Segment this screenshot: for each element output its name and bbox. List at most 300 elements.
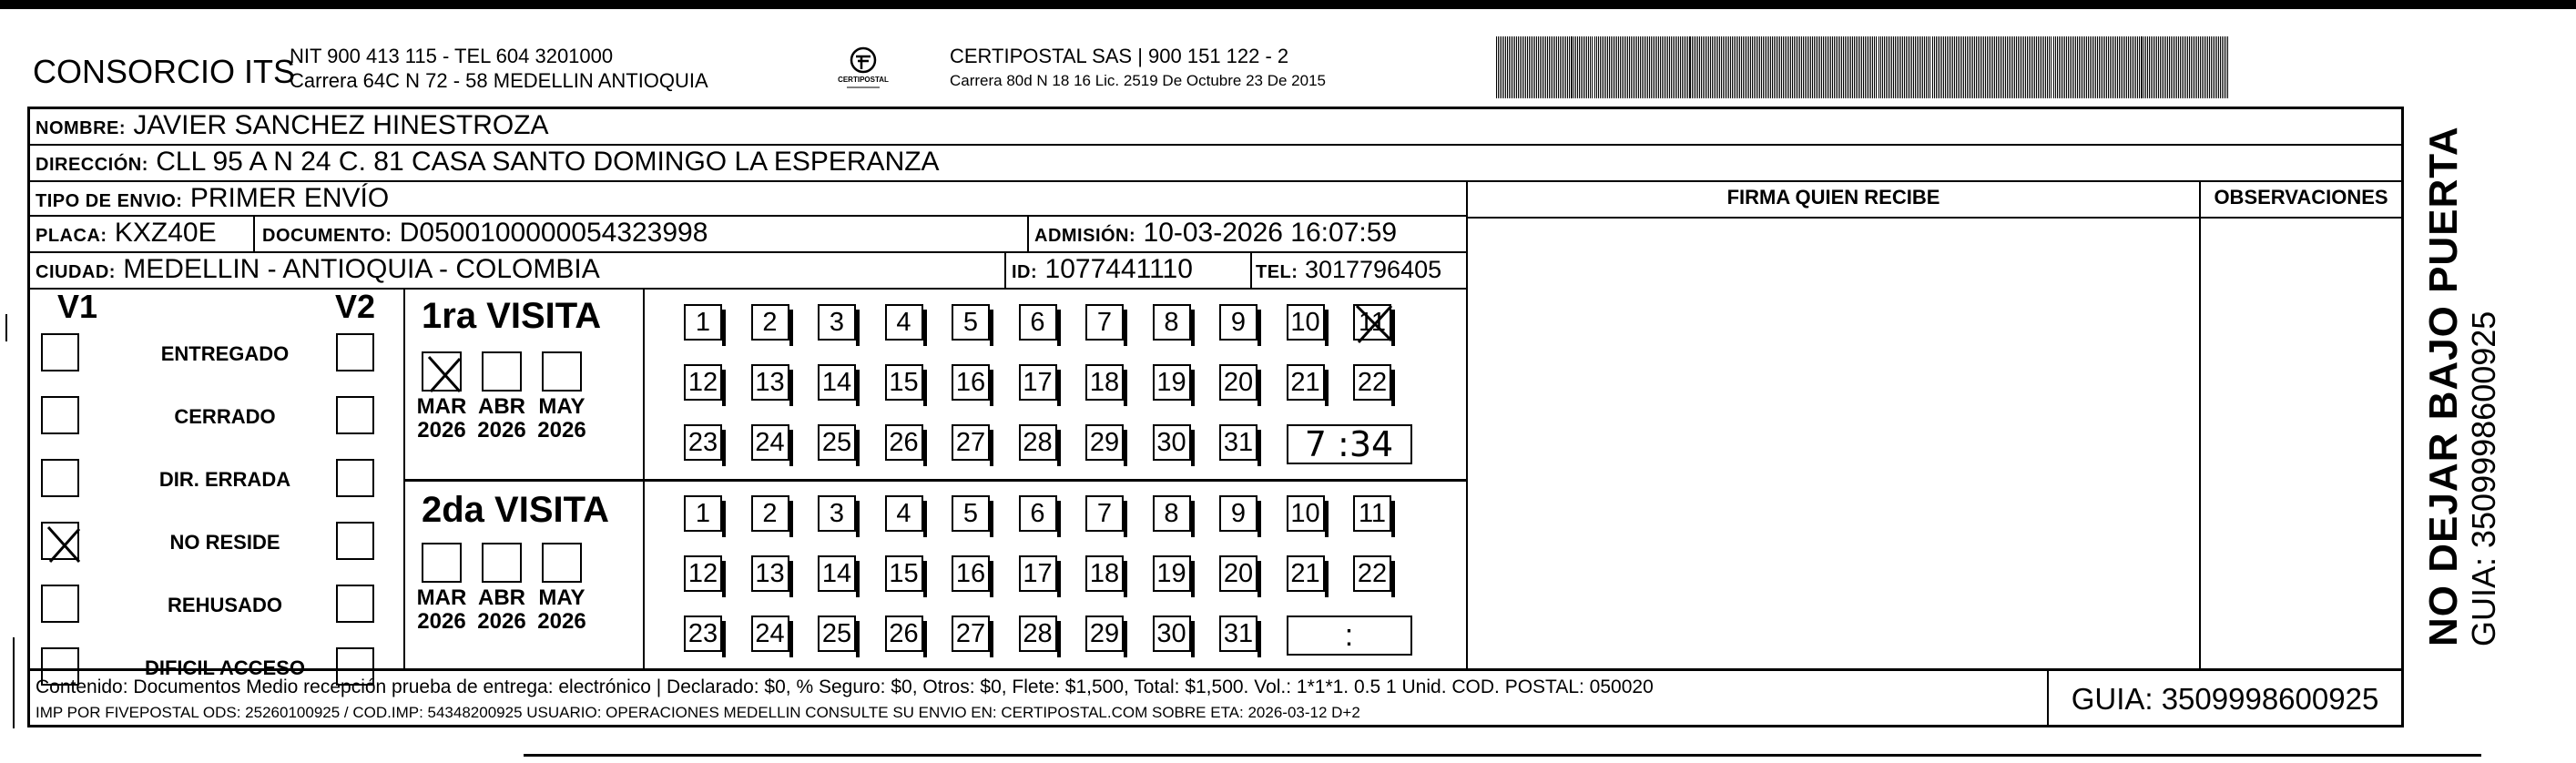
barcode-bar <box>1996 36 1997 98</box>
barcode-bar <box>1676 36 1677 98</box>
barcode-bar <box>2012 36 2013 98</box>
barcode-bar <box>1613 36 1614 98</box>
month-year: 2026 <box>537 418 586 443</box>
barcode-bar <box>1538 36 1539 98</box>
admision <box>1034 217 1397 252</box>
barcode-bar <box>2194 36 2195 98</box>
barcode-bar <box>2220 36 2221 98</box>
status-v1-checkbox[interactable] <box>41 396 79 434</box>
status-label: CERRADO <box>174 405 276 428</box>
barcode-bar <box>1874 36 1875 98</box>
barcode-bar <box>1687 36 1688 98</box>
day-box[interactable]: 6 <box>1019 304 1057 341</box>
day-box[interactable]: 25 <box>818 615 856 652</box>
barcode-bar <box>1545 36 1546 98</box>
barcode-bar <box>1969 36 1970 98</box>
row-direccion <box>30 146 2401 182</box>
barcode-bar <box>1665 36 1666 98</box>
month-checkbox[interactable] <box>482 351 522 392</box>
day-box[interactable]: 28 <box>1019 424 1057 461</box>
barcode-bar <box>2041 36 2042 98</box>
barcode-bar <box>1922 36 1923 98</box>
day-box[interactable]: 4 <box>885 495 923 532</box>
barcode-bar <box>1673 36 1674 98</box>
barcode-bar <box>1770 36 1771 98</box>
day-box[interactable]: 14 <box>818 364 856 401</box>
barcode-bar <box>1575 36 1576 98</box>
divider <box>1466 217 2401 219</box>
barcode-bar <box>1776 36 1777 98</box>
barcode-bar <box>1814 36 1815 98</box>
placa-value: KXZ40E <box>114 218 217 248</box>
status-v1-checkbox[interactable] <box>41 333 79 371</box>
barcode-bar <box>1821 36 1822 98</box>
barcode-bar <box>1518 36 1519 98</box>
barcode-bar <box>1536 36 1537 98</box>
barcode-bar <box>1897 36 1898 98</box>
time-box[interactable]: 7 :34 <box>1287 424 1412 464</box>
barcode-bar <box>1839 36 1840 98</box>
barcode-bar <box>1998 36 1999 98</box>
carrier-address: Carrera 80d N 18 16 Lic. 2519 De Octubre 23 De 2015 <box>950 72 1326 89</box>
barcode-bar <box>2108 36 2109 98</box>
day-box[interactable]: 21 <box>1287 364 1325 401</box>
day-box[interactable]: 27 <box>952 615 990 652</box>
barcode-bar <box>1692 36 1693 98</box>
day-box[interactable]: 11 <box>1353 304 1391 341</box>
barcode-bar <box>1734 36 1735 98</box>
barcode-bar <box>2119 36 2120 98</box>
status-v1-checkbox[interactable] <box>41 522 79 560</box>
day-box[interactable]: 29 <box>1085 615 1124 652</box>
barcode-bar <box>1870 36 1871 98</box>
barcode-bar <box>1527 36 1528 98</box>
barcode-bar <box>1558 36 1559 98</box>
barcode-bar <box>2047 36 2048 98</box>
day-box[interactable]: 1 <box>684 304 722 341</box>
barcode-bar <box>1976 36 1977 98</box>
barcode-bar <box>1721 36 1722 98</box>
barcode-bar <box>1542 36 1543 98</box>
barcode-bar <box>1627 36 1628 98</box>
footer <box>30 668 2401 727</box>
footer-content: Contenido: Documentos Medio recepción prueba de entrega: electrónico | Declarado: $0, % Seguro: $0, Otros: $0, Flete: $1,500, Total: $1,500. Vol.: 1*1*1. 0.5 1 Unid. COD. POSTAL: 050020 <box>36 677 1654 697</box>
barcode-bar <box>1737 36 1738 98</box>
barcode-bar <box>1790 36 1791 98</box>
barcode-bar <box>2132 36 2133 98</box>
month-checkbox[interactable] <box>482 543 522 583</box>
day-box[interactable]: 21 <box>1287 555 1325 592</box>
barcode-bar <box>1607 36 1608 98</box>
barcode-bar <box>1658 36 1659 98</box>
barcode-bar <box>2049 36 2050 98</box>
barcode-bar <box>1911 36 1912 98</box>
status-v2-checkbox[interactable] <box>336 522 374 560</box>
barcode-bar <box>2073 36 2074 98</box>
day-box[interactable]: 12 <box>684 364 722 401</box>
barcode-bar <box>1970 36 1971 98</box>
month-year: 2026 <box>537 609 586 634</box>
barcode-bar <box>1774 36 1775 98</box>
barcode-bar <box>1748 36 1749 98</box>
barcode-bar <box>1581 36 1582 98</box>
month-name: ABR <box>478 585 525 610</box>
day-box[interactable]: 27 <box>952 424 990 461</box>
barcode-bar <box>2174 36 2175 98</box>
day-box[interactable]: 5 <box>952 304 990 341</box>
barcode-bar <box>1592 36 1593 98</box>
observations-area[interactable] <box>2202 219 2400 666</box>
month-label <box>414 586 469 634</box>
barcode-bar <box>2062 36 2063 98</box>
barcode-bar <box>1852 36 1853 98</box>
signature-area[interactable] <box>1469 219 2197 666</box>
barcode-bar <box>1656 36 1657 98</box>
barcode-bar <box>1796 36 1797 98</box>
day-box[interactable]: 30 <box>1153 615 1191 652</box>
barcode-bar <box>1779 36 1780 98</box>
barcode-bar <box>2158 36 2159 98</box>
day-box[interactable]: 17 <box>1019 364 1057 401</box>
barcode-bar <box>1741 36 1742 98</box>
time-box[interactable]: : <box>1287 615 1412 656</box>
barcode-bar <box>1611 36 1612 98</box>
barcode-bar <box>1830 36 1831 98</box>
barcode-bar <box>1699 36 1700 98</box>
footer-print-info: IMP POR FIVEPOSTAL ODS: 25260100925 / COD.IMP: 54348200925 USUARIO: OPERACIONES MEDELLIN CONSULTE SU ENVIO EN: CERTIPOSTAL.COM SOBRE ETA: 2026-03-12 D+2 <box>36 704 1360 721</box>
barcode-bar <box>2020 36 2021 98</box>
day-box[interactable]: 20 <box>1219 555 1257 592</box>
scan-mark <box>5 314 7 341</box>
documento-value: D0500100000054323998 <box>399 218 708 248</box>
status-v2-checkbox[interactable] <box>336 585 374 623</box>
barcode-bar <box>1954 36 1955 98</box>
day-box[interactable]: 13 <box>751 364 789 401</box>
day-box[interactable]: 2 <box>751 304 789 341</box>
day-box[interactable]: 29 <box>1085 424 1124 461</box>
barcode-bar <box>2077 36 2078 98</box>
day-box[interactable]: 4 <box>885 304 923 341</box>
barcode-bar <box>1926 36 1927 98</box>
company-name: CONSORCIO ITS <box>33 53 296 90</box>
barcode-bar <box>1703 36 1704 98</box>
barcode-bar <box>2200 36 2201 98</box>
barcode-bar <box>1667 36 1668 98</box>
barcode-bar <box>2176 36 2177 98</box>
barcode-bar <box>1651 36 1652 98</box>
barcode-bar <box>2025 36 2026 98</box>
day-box[interactable]: 5 <box>952 495 990 532</box>
barcode-bar <box>1757 36 1758 98</box>
day-box[interactable]: 28 <box>1019 615 1057 652</box>
status-label: DIR. ERRADA <box>158 468 291 491</box>
company-nit: NIT 900 413 115 - TEL 604 3201000 <box>290 45 614 67</box>
day-box[interactable]: 9 <box>1219 304 1257 341</box>
month-checkbox[interactable] <box>422 543 462 583</box>
barcode-bar <box>1917 36 1918 98</box>
barcode-bar <box>2154 36 2155 98</box>
barcode-bar <box>1938 36 1939 98</box>
barcode-bar <box>1596 36 1597 98</box>
barcode-bar <box>1909 36 1910 98</box>
barcode-bar <box>2207 36 2208 98</box>
barcode-bar <box>1906 36 1907 98</box>
barcode-bar <box>1810 36 1811 98</box>
barcode-bar <box>1577 36 1578 98</box>
barcode-bar <box>1759 36 1760 98</box>
month-label <box>474 395 529 443</box>
barcode-bar <box>1653 36 1654 98</box>
barcode-bar <box>1590 36 1591 98</box>
id-value: 1077441110 <box>1044 254 1193 284</box>
barcode-bar <box>1565 36 1566 98</box>
day-box[interactable]: 3 <box>818 304 856 341</box>
barcode-bar <box>2110 36 2111 98</box>
barcode-bar <box>1884 36 1885 98</box>
barcode-bar <box>1843 36 1844 98</box>
tel-field <box>1256 253 1441 289</box>
barcode-bar <box>2198 36 2199 98</box>
barcode-bar <box>1682 36 1683 98</box>
barcode-bar <box>1825 36 1826 98</box>
barcode-bar <box>1823 36 1824 98</box>
day-box[interactable]: 10 <box>1287 304 1325 341</box>
barcode-bar <box>1967 36 1968 98</box>
barcode-bar <box>1754 36 1755 98</box>
barcode-bar <box>2213 36 2214 98</box>
barcode-bar <box>1600 36 1601 98</box>
day-box[interactable]: 22 <box>1353 555 1391 592</box>
barcode-bar <box>1929 36 1930 98</box>
status-label: NO RESIDE <box>169 531 280 554</box>
barcode-bar <box>2051 36 2052 98</box>
day-box[interactable]: 18 <box>1085 555 1124 592</box>
status-v2-checkbox[interactable] <box>336 396 374 434</box>
barcode-bar <box>1540 36 1541 98</box>
month-label <box>535 586 589 634</box>
barcode-bar <box>2075 36 2076 98</box>
barcode-bar <box>2029 36 2030 98</box>
day-box[interactable]: 11 <box>1353 495 1391 532</box>
barcode-bar <box>2139 36 2140 98</box>
day-box[interactable]: 24 <box>751 424 789 461</box>
barcode-bar <box>1532 36 1533 98</box>
month-year: 2026 <box>477 609 526 634</box>
barcode-bar <box>2128 36 2129 98</box>
scan-mark <box>13 637 15 728</box>
day-box[interactable]: 16 <box>952 364 990 401</box>
visit1-title: 1ra VISITA <box>422 296 602 336</box>
day-box[interactable]: 31 <box>1219 615 1257 652</box>
day-box[interactable]: 15 <box>885 364 923 401</box>
day-box[interactable]: 13 <box>751 555 789 592</box>
month-checkbox[interactable] <box>542 543 582 583</box>
status-v1-checkbox[interactable] <box>41 585 79 623</box>
barcode-bar <box>1500 36 1501 98</box>
barcode-bar <box>2040 36 2041 98</box>
barcode-bar <box>1904 36 1905 98</box>
barcode-bar <box>2081 36 2082 98</box>
day-box[interactable]: 22 <box>1353 364 1391 401</box>
barcode-bar <box>1761 36 1762 98</box>
barcode-bar <box>1908 36 1909 98</box>
day-box[interactable]: 2 <box>751 495 789 532</box>
barcode-bar <box>1808 36 1809 98</box>
barcode-bar <box>2196 36 2197 98</box>
barcode-bar <box>2225 36 2226 98</box>
tel-label: TEL: <box>1256 262 1298 282</box>
day-box[interactable]: 10 <box>1287 495 1325 532</box>
barcode-bar <box>1531 36 1532 98</box>
day-box[interactable]: 20 <box>1219 364 1257 401</box>
barcode-bar <box>1551 36 1552 98</box>
day-box[interactable]: 24 <box>751 615 789 652</box>
day-box[interactable]: 17 <box>1019 555 1057 592</box>
day-box[interactable]: 30 <box>1153 424 1191 461</box>
barcode-bar <box>1889 36 1890 98</box>
barcode-bar <box>2001 36 2002 98</box>
day-box[interactable]: 26 <box>885 424 923 461</box>
day-box[interactable]: 23 <box>684 424 722 461</box>
day-box[interactable]: 8 <box>1153 304 1191 341</box>
ciudad-value: MEDELLIN - ANTIOQUIA - COLOMBIA <box>123 254 600 284</box>
day-box[interactable]: 26 <box>885 615 923 652</box>
month-name: MAR <box>416 394 467 419</box>
barcode-bar <box>2055 36 2056 98</box>
barcode-bar <box>1872 36 1873 98</box>
barcode-bar <box>2173 36 2174 98</box>
barcode-bar <box>1920 36 1921 98</box>
barcode-bar <box>1943 36 1944 98</box>
barcode-bar <box>2193 36 2194 98</box>
barcode-bar <box>1728 36 1729 98</box>
v1-header: V1 <box>57 288 98 325</box>
barcode-bar <box>2180 36 2181 98</box>
day-box[interactable]: 3 <box>818 495 856 532</box>
day-box[interactable]: 1 <box>684 495 722 532</box>
barcode-bar <box>1701 36 1702 98</box>
barcode-bar <box>1882 36 1883 98</box>
barcode-bar <box>2104 36 2105 98</box>
barcode-bar <box>1534 36 1535 98</box>
day-box[interactable]: 9 <box>1219 495 1257 532</box>
day-box[interactable]: 14 <box>818 555 856 592</box>
barcode-bar <box>2167 36 2168 98</box>
barcode-bar <box>1563 36 1564 98</box>
visit-divider <box>403 479 1466 482</box>
barcode-bar <box>1836 36 1837 98</box>
barcode-bar <box>1746 36 1747 98</box>
day-box[interactable]: 23 <box>684 615 722 652</box>
visit2-title: 2da VISITA <box>422 490 609 530</box>
barcode-bar <box>1622 36 1623 98</box>
barcode-bar <box>2093 36 2094 98</box>
barcode-bar <box>1983 36 1984 98</box>
month-label <box>535 395 589 443</box>
divider <box>1250 253 1252 288</box>
direccion-value: CLL 95 A N 24 C. 81 CASA SANTO DOMINGO LA ESPERANZA <box>156 147 940 177</box>
barcode-bar <box>1725 36 1726 98</box>
barcode-bar <box>1664 36 1665 98</box>
barcode-bar <box>1834 36 1835 98</box>
barcode-bar <box>2126 36 2127 98</box>
barcode-bar <box>1636 36 1637 98</box>
barcode-bar <box>1669 36 1670 98</box>
barcode-bar <box>1549 36 1550 98</box>
tel-value: 3017796405 <box>1304 256 1442 283</box>
barcode-bar <box>1992 36 1993 98</box>
barcode-bar <box>1579 36 1580 98</box>
barcode-bar <box>1900 36 1901 98</box>
barcode-bar <box>1743 36 1744 98</box>
barcode-bar <box>1618 36 1619 98</box>
month-checkbox[interactable] <box>542 351 582 392</box>
barcode-bar <box>1848 36 1849 98</box>
barcode-bar <box>1598 36 1599 98</box>
day-box[interactable]: 7 <box>1085 304 1124 341</box>
barcode-bar <box>1554 36 1555 98</box>
month-year: 2026 <box>417 418 466 443</box>
day-box[interactable]: 8 <box>1153 495 1191 532</box>
barcode-bar <box>1529 36 1530 98</box>
barcode-bar <box>2088 36 2089 98</box>
barcode-bar <box>1567 36 1568 98</box>
day-box[interactable]: 6 <box>1019 495 1057 532</box>
barcode-bar <box>1732 36 1733 98</box>
divider <box>1004 253 1006 288</box>
month-checkbox[interactable] <box>422 351 462 392</box>
logo-text: CERTIPOSTAL <box>838 76 889 84</box>
row-tipo-envio <box>30 182 1466 217</box>
barcode-bar <box>1972 36 1973 98</box>
day-box[interactable]: 7 <box>1085 495 1124 532</box>
barcode-bar <box>1511 36 1512 98</box>
firma-header: FIRMA QUIEN RECIBE <box>1726 186 1940 209</box>
day-box[interactable]: 15 <box>885 555 923 592</box>
status-v2-checkbox[interactable] <box>336 333 374 371</box>
barcode-bar <box>2090 36 2091 98</box>
barcode-bar <box>1803 36 1804 98</box>
barcode-bar <box>1505 36 1506 98</box>
day-box[interactable]: 12 <box>684 555 722 592</box>
barcode-bar <box>1981 36 1982 98</box>
day-box[interactable]: 16 <box>952 555 990 592</box>
row-nombre <box>30 109 2401 146</box>
barcode-bar <box>1647 36 1648 98</box>
barcode-bar <box>1913 36 1914 98</box>
placa-label: PLACA: <box>36 226 107 246</box>
barcode-bar <box>2117 36 2118 98</box>
barcode-bar <box>1799 36 1800 98</box>
barcode-bar <box>2165 36 2166 98</box>
barcode-bar <box>1867 36 1868 98</box>
day-box[interactable]: 31 <box>1219 424 1257 461</box>
direccion-label: DIRECCIÓN: <box>36 155 148 175</box>
day-box[interactable]: 18 <box>1085 364 1124 401</box>
barcode-bar <box>2106 36 2107 98</box>
barcode-bar <box>2145 36 2146 98</box>
barcode-bar <box>1509 36 1510 98</box>
barcode-bar <box>1689 36 1691 98</box>
status-v1-checkbox[interactable] <box>41 459 79 497</box>
status-v2-checkbox[interactable] <box>336 459 374 497</box>
day-box[interactable]: 19 <box>1153 364 1191 401</box>
barcode-bar <box>1708 36 1709 98</box>
barcode-bar <box>1586 36 1587 98</box>
day-box[interactable]: 25 <box>818 424 856 461</box>
day-box[interactable]: 19 <box>1153 555 1191 592</box>
side-label <box>2422 126 2502 646</box>
